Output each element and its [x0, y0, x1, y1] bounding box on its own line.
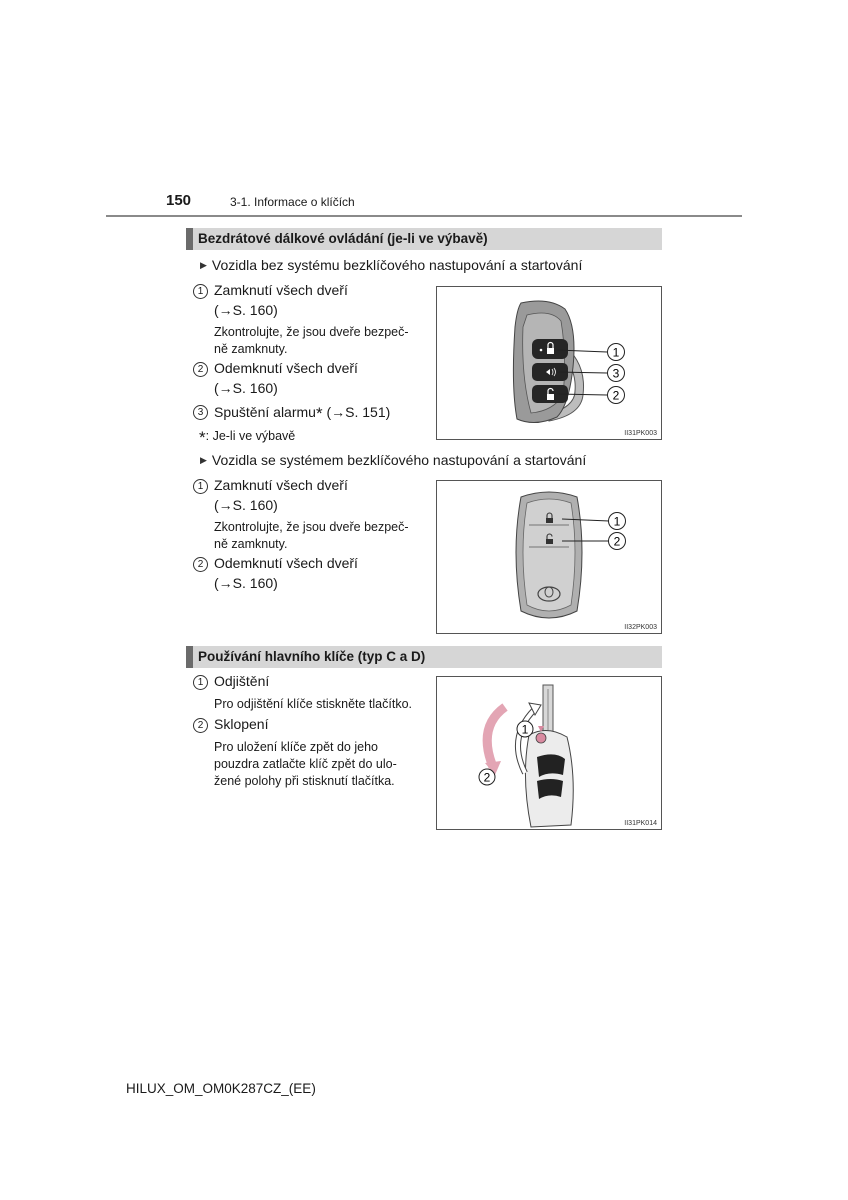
- footnote: [199, 426, 295, 445]
- callout-2: 2: [483, 770, 491, 785]
- flip-key-remote-illustration: [437, 287, 663, 441]
- item-number-circle: 2: [193, 718, 208, 733]
- item-number-circle: 1: [193, 284, 208, 299]
- item-label: Sklopení: [214, 716, 269, 732]
- note-line: Zkontrolujte, že jsou dveře bezpeč-: [214, 325, 409, 339]
- note-line: Zkontrolujte, že jsou dveře bezpeč-: [214, 520, 409, 534]
- page-reference: (→S. 160): [214, 496, 278, 513]
- section-title-master-key: Používání hlavního klíče (typ C a D): [186, 646, 662, 668]
- page-reference: (→S. 160): [214, 574, 278, 591]
- callout-3: 3: [612, 366, 620, 381]
- figure-id: II31PK003: [624, 430, 657, 437]
- header-divider: [106, 215, 742, 217]
- running-head: 3-1. Informace o klíčích: [230, 195, 355, 209]
- triangle-bullet-icon: ▶: [200, 260, 207, 270]
- page-reference: (→S. 160): [214, 379, 278, 396]
- page-reference: (→S. 151): [326, 404, 391, 420]
- item-number-circle: 2: [193, 362, 208, 377]
- figure-id: II32PK003: [624, 624, 657, 631]
- callout-2: 2: [612, 388, 620, 403]
- callout-1: 1: [613, 514, 621, 529]
- list-item-fold: [214, 715, 268, 735]
- list-item-lock: [214, 281, 348, 320]
- item-label: Zamknutí všech dveří: [214, 477, 348, 493]
- page-reference: (→S. 160): [214, 301, 278, 318]
- callout-2: 2: [613, 534, 621, 549]
- figure-smart-key-remote: [436, 480, 662, 634]
- item-note: [214, 519, 409, 553]
- list-item-alarm: [214, 402, 390, 423]
- footnote-star: *: [315, 404, 323, 423]
- callout-1: 1: [521, 722, 529, 737]
- note-line: žené polohy při stisknutí tlačítka.: [214, 774, 395, 788]
- list-item-unlock: [214, 554, 358, 593]
- figure-id: II31PK014: [624, 820, 657, 827]
- footnote-text: : Je-li ve výbavě: [205, 429, 296, 443]
- note-line: ně zamknuty.: [214, 342, 288, 356]
- item-number-circle: 2: [193, 557, 208, 572]
- item-number-circle: 3: [193, 405, 208, 420]
- list-item-unlock: [214, 359, 358, 398]
- item-label: Odemknutí všech dveří: [214, 360, 358, 376]
- list-item-unfold: [214, 672, 269, 692]
- figure-flip-key-remote: [436, 286, 662, 440]
- note-line: ně zamknuty.: [214, 537, 288, 551]
- item-label: Odjištění: [214, 673, 270, 689]
- subheading-without-smart-key: [200, 257, 582, 273]
- document-code: HILUX_OM_OM0K287CZ_(EE): [126, 1081, 316, 1096]
- figure-master-key-fold: [436, 676, 662, 830]
- subheading-text: Vozidla bez systému bezklíčového nastupování a startování: [211, 257, 583, 273]
- item-note: [214, 324, 409, 358]
- footnote-mark: *: [199, 428, 206, 447]
- item-note: Pro odjištění klíče stiskněte tlačítko.: [214, 697, 413, 711]
- smart-key-remote-illustration: [437, 481, 663, 635]
- item-label: Zamknutí všech dveří: [214, 282, 348, 298]
- item-note: [214, 739, 423, 790]
- section-title-remote: Bezdrátové dálkové ovládání (je-li ve výbavě): [186, 228, 662, 250]
- note-line: pouzdra zatlačte klíč zpět do ulo-: [214, 757, 397, 771]
- subheading-with-smart-key: [200, 452, 586, 468]
- page-number: 150: [166, 192, 192, 209]
- item-label: Spuštění alarmu: [214, 404, 316, 420]
- subheading-text: Vozidla se systémem bezklíčového nastupování a startování: [211, 452, 587, 468]
- master-key-fold-illustration: [437, 677, 663, 831]
- triangle-bullet-icon: ▶: [200, 455, 207, 465]
- note-line: Pro uložení klíče zpět do jeho: [214, 740, 378, 754]
- callout-1: 1: [612, 345, 620, 360]
- item-number-circle: 1: [193, 675, 208, 690]
- list-item-lock: [214, 476, 348, 515]
- item-label: Odemknutí všech dveří: [214, 555, 358, 571]
- item-number-circle: 1: [193, 479, 208, 494]
